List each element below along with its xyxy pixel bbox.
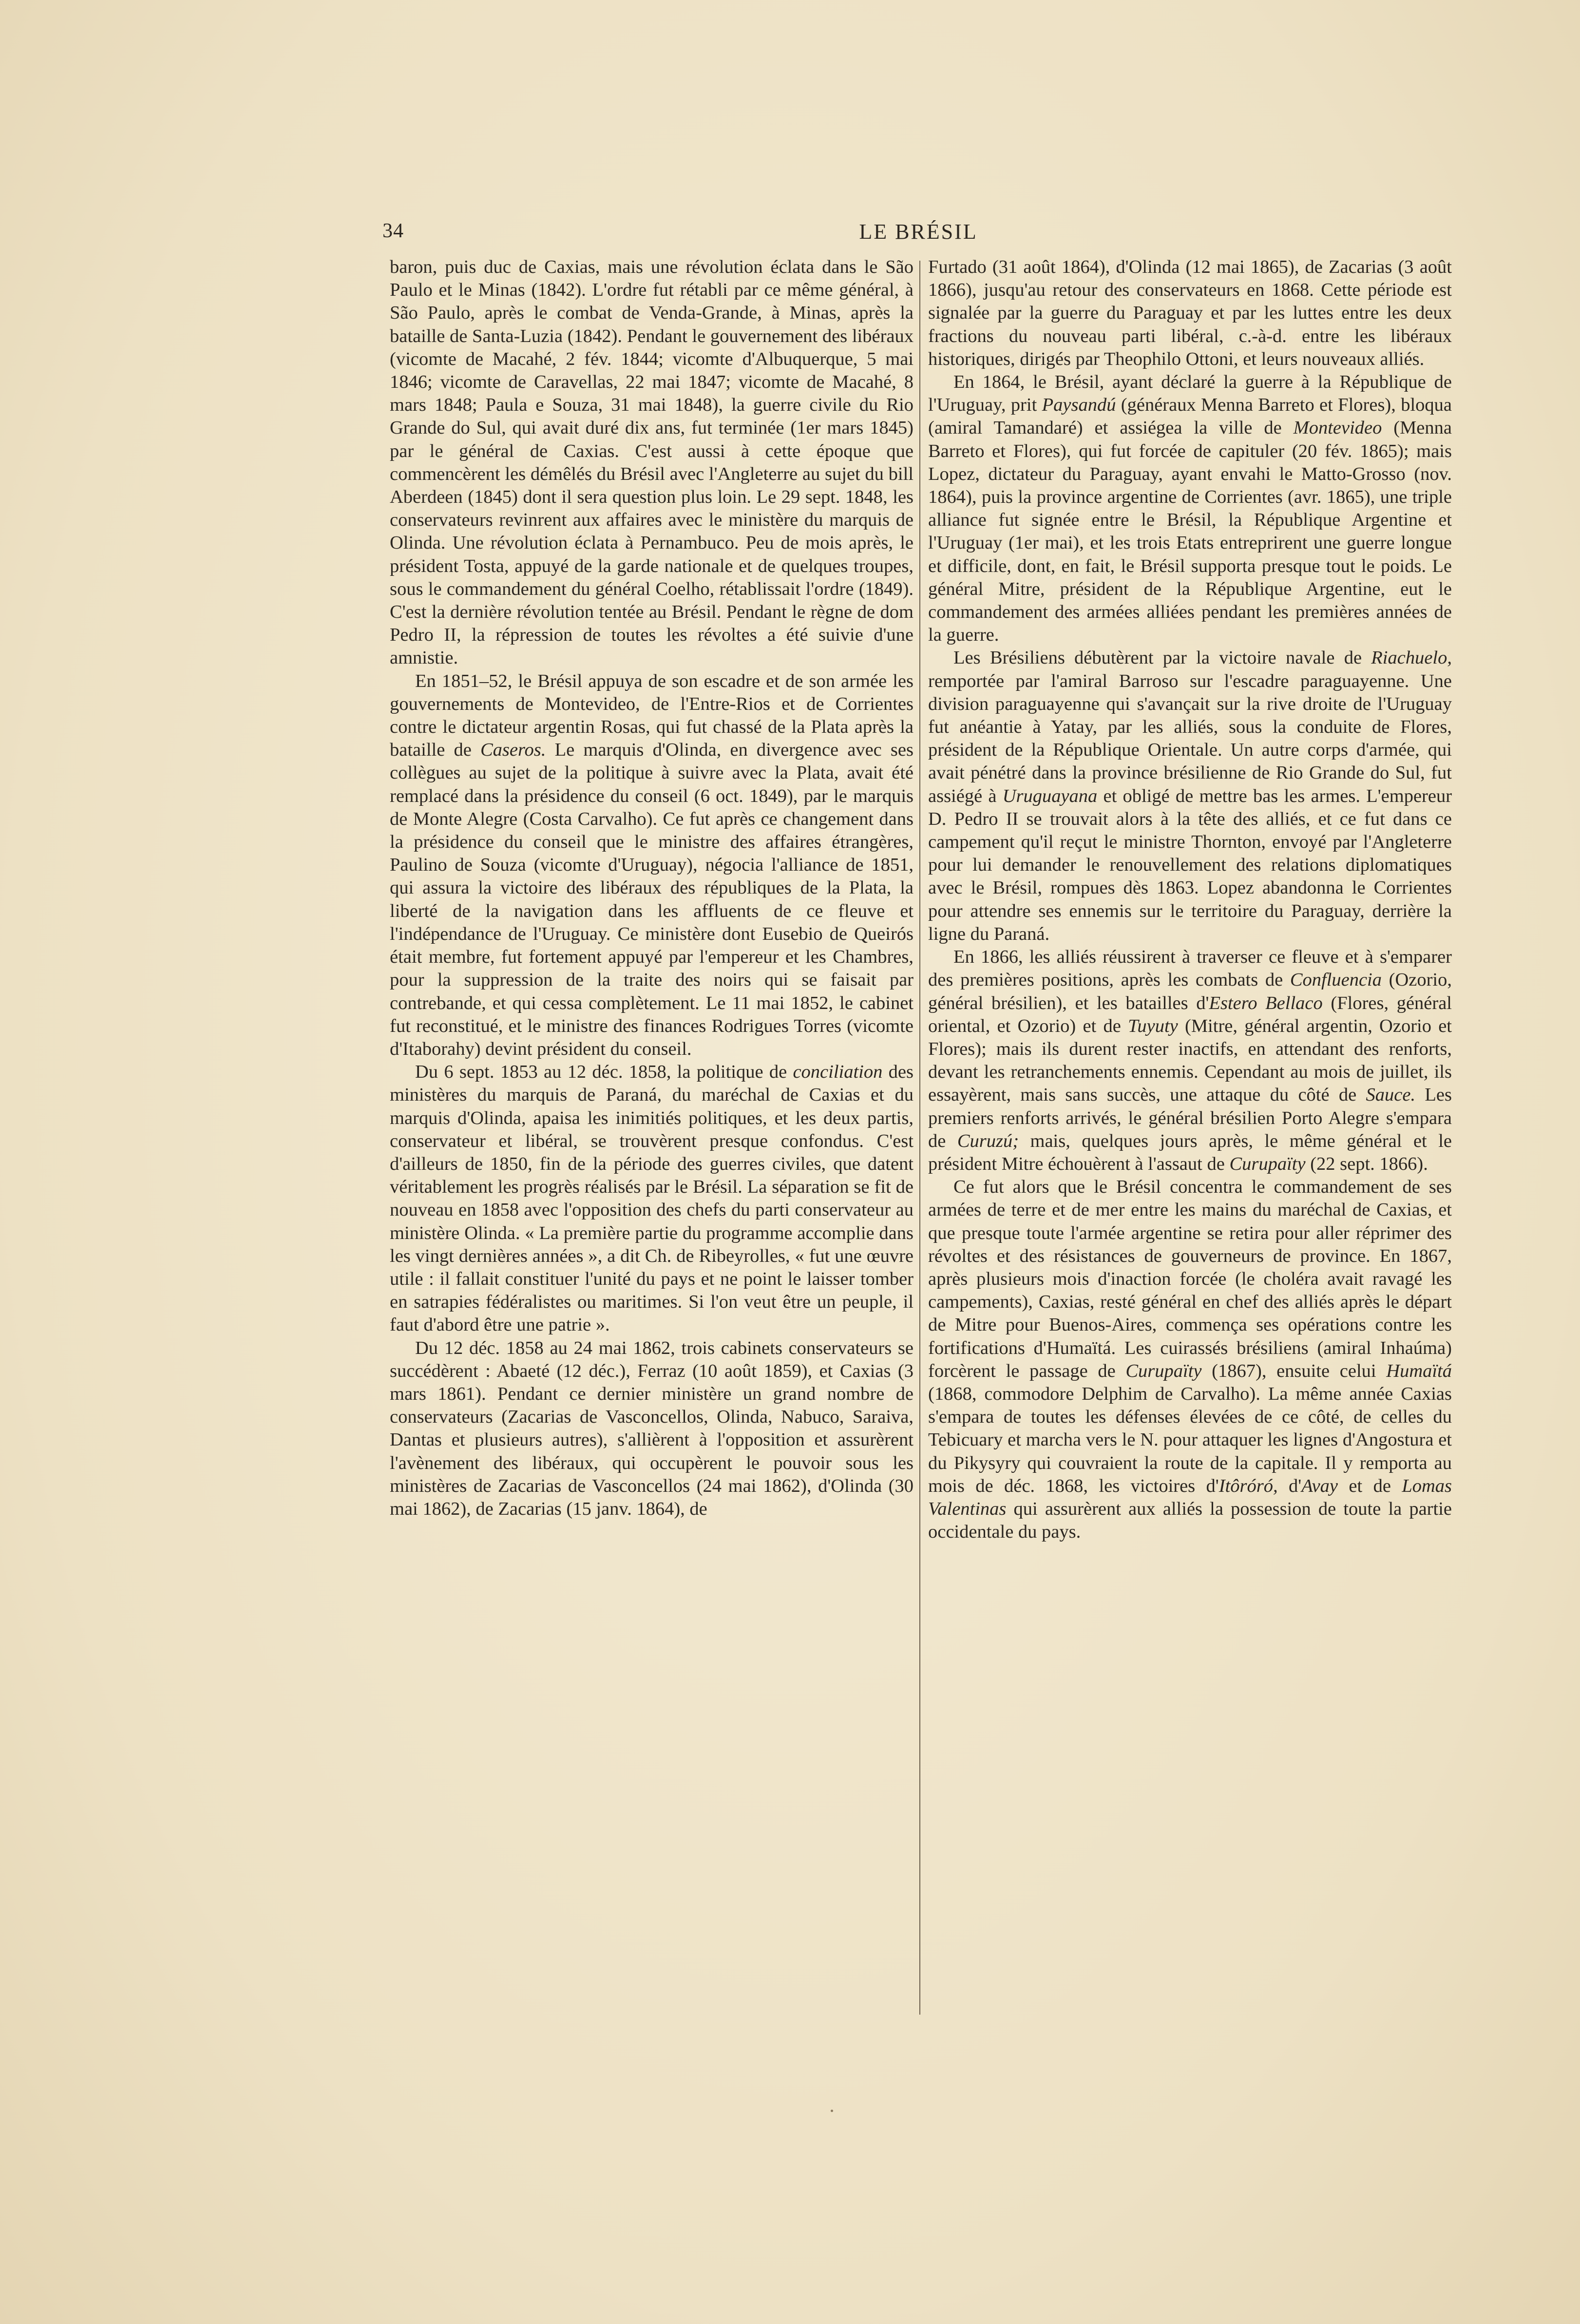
paragraph: Du 12 déc. 1858 au 24 mai 1862, trois cabinets conservateurs se succédèrent : Abaeté (12 déc.), Ferraz (10 août 1859), et Caxias (3 mars 1861). Pendant ce dernier ministère un grand nombre de conservateurs (Zacarias de Vasconcellos, Olinda, Nabuco, Saraiva, Dantas et plusieurs autres), s'allièrent à l'opposition et assurèrent l'avènement des libéraux, qui occupèrent le pouvoir sous les ministères de Zacarias de Vasconcellos (24 mai 1862), d'Olinda (30 mai 1862), de Zacarias (15 janv. 1864), de: [390, 1337, 914, 1519]
italic-place-name: Estero Bellaco: [1209, 992, 1323, 1013]
column-rule: [919, 261, 920, 2015]
italic-place-name: Curupaïty: [1125, 1360, 1202, 1381]
italic-place-name: Riachuelo,: [1371, 648, 1452, 668]
italic-place-name: Curuzú;: [957, 1130, 1019, 1151]
left-column: [390, 256, 914, 2068]
italic-term: conciliation: [793, 1062, 883, 1083]
italic-place-name: Confluencia: [1290, 970, 1382, 991]
page-header: [382, 219, 1454, 248]
italic-place-name: Uruguayana: [1002, 785, 1098, 806]
italic-place-name: Lomas Valentinas: [928, 1475, 1452, 1519]
italic-place-name: Itôróró,: [1218, 1475, 1278, 1496]
italic-place-name: Montevideo: [1293, 418, 1382, 438]
text-run: des ministères du marquis de Paraná, du maréchal de Caxias et du marquis d'Olinda, apaisa les inimitiés politiques, et les deux partis, conservateur et libéral, se trouvèrent presque confondus. C'est d'ailleurs de 1850, fin de la période des guerres civiles, que datent véritablement les progrès réalisés par le Brésil. La séparation se fit de nouveau en 1858 avec l'opposition des chefs du parti conservateur au ministère Olinda. « La première partie du programme accomplie dans les vingt dernières années », a dit Ch. de Ribeyrolles, « fut une œuvre utile : il fallait constituer l'unité du pays et ne point le laisser tomber en satrapies fédéralistes ou maritimes. Si l'on veut être un peuple, il faut d'abord être une patrie ».: [390, 1062, 914, 1335]
paragraph: [928, 647, 1452, 946]
text-run: Les premiers renforts arrivés, le général brésilien Porto Alegre s'empara de: [928, 1085, 1452, 1151]
text-run: qui assurèrent aux alliés la possession de toute la partie occidentale du pays.: [928, 1498, 1452, 1543]
italic-place-name: Humaïtá: [1386, 1360, 1452, 1381]
paragraph: Furtado (31 août 1864), d'Olinda (12 mai 1865), de Zacarias (3 août 1866), jusqu'au retour des conservateurs en 1868. Cette période est signalée par la guerre du Paraguay et par les luttes entre les deux fractions du nouveau parti libéral, c.-à-d. entre les libéraux historiques, dirigés par Theophilo Ottoni, et leurs nouveaux alliés.: [928, 257, 1452, 369]
italic-place-name: Curupaïty: [1229, 1153, 1306, 1174]
text-run: En 1864, le Brésil, ayant déclaré la guerre à la République de l'Uruguay, prit: [928, 372, 1452, 416]
text-run: (22 sept. 1866).: [1305, 1153, 1428, 1174]
text-run: En 1866, les alliés réussirent à traverser ce fleuve et à s'emparer des premières positions, après les combats de: [928, 947, 1452, 991]
italic-place-name: Sauce.: [1366, 1085, 1416, 1105]
paragraph: [928, 371, 1452, 647]
text-run: (1868, commodore Delphim de Carvalho). La même année Caxias s'empara de toutes les défenses élevées de ce côté, de celles du Tebicuary et marcha vers le N. pour attaquer les lignes d'Angostura et du Pikysyry qui couvraient la route de la capitale. Il y remporta au mois de déc. 1868, les victoires d': [928, 1383, 1452, 1496]
paper-speck: [831, 2110, 833, 2112]
text-run: En 1851–52, le Brésil appuya de son escadre et de son armée les gouvernements de Montevideo, de l'Entre-Rios et de Corrientes contre le dictateur argentin Rosas, qui fut chassé de la Plata après la bataille de: [390, 670, 914, 761]
paragraph: [390, 670, 914, 1061]
text-run: Le marquis d'Olinda, en divergence avec ses collègues au sujet de la politique à suivre avec la Plata, avait été remplacé dans la présidence du conseil (6 oct. 1849), par le marquis de Monte Alegre (Costa Carvalho). Ce fut après ce changement dans la présidence du conseil que le ministre des affaires étrangères, Paulino de Souza (vicomte d'Uruguay), négocia l'alliance de 1851, qui assura la victoire des libéraux des républiques de la Plata, la liberté de la navigation dans les affluents de ce fleuve et l'indépendance de l'Uruguay. Ce ministère dont Eusebio de Queirós était membre, fut fortement appuyé par l'empereur et les Chambres, pour la suppression de la traite des noirs qui se faisait par contrebande, et qui cessa complètement. Le 11 mai 1852, le cabinet fut reconstitué, et le ministre des finances Rodrigues Torres (vicomte d'Itaborahy) devint président du conseil.: [390, 740, 914, 1059]
paragraph: [390, 1061, 914, 1336]
text-run: (Menna Barreto et Flores), qui fut forcée de capituler (20 fév. 1865); mais Lopez, dictateur du Paraguay, ayant envahi le Matto-Grosso (nov. 1864), puis la province argentine de Corrientes (avr. 1865), une triple alliance fut signée entre le Brésil, la République Argentine et l'Uruguay (1er mai), et les trois Etats entreprirent une guerre longue et difficile, dont, en fait, le Brésil supporta presque tout le poids. Le général Mitre, président de la République Argentine, eut le commandement des armées alliées pendant les premières années de la guerre.: [928, 418, 1452, 646]
page-number: 34: [382, 220, 404, 242]
running-title: LE BRÉSIL: [859, 220, 978, 244]
text-run: mais, quelques jours après, le même général et le président Mitre échouèrent à l'assaut de: [928, 1130, 1452, 1174]
text-run: Les Brésiliens débutèrent par la victoire navale de: [953, 648, 1371, 668]
text-run: Ce fut alors que le Brésil concentra le commandement de ses armées de terre et de mer entre les mains du maréchal de Caxias, et que presque toute l'armée argentine se retira pour aller réprimer des révoltes et des résistances de gouverneurs de province. En 1867, après plusieurs mois d'inaction forcée (le choléra avait ravagé les campements), Caxias, resté général en chef des alliés après le départ de Mitre pour Buenos-Aires, commença ses opérations contre les fortifications d'Humaïtá. Les cuirassés brésiliens (amiral Inhaúma) forcèrent le passage de: [928, 1177, 1452, 1381]
italic-place-name: Paysandú: [1042, 395, 1116, 416]
text-run: (Mitre, général argentin, Ozorio et Flores); mais ils durent rester inactifs, en attendant des renforts, devant les retranchements ennemis. Cependant au mois de juillet, ils essayèrent, mais sans succès, une attaque du côté de: [928, 1015, 1452, 1105]
text-run: d': [1277, 1475, 1302, 1496]
italic-place-name: Caseros.: [480, 740, 546, 761]
paragraph: [928, 1176, 1452, 1543]
right-column: [928, 256, 1452, 2068]
text-run: et de: [1338, 1475, 1402, 1496]
paragraph: baron, puis duc de Caxias, mais une révolution éclata dans le São Paulo et le Minas (1842). L'ordre fut rétabli par ce même général, à São Paulo, après le combat de Venda-Grande, à Minas, après la bataille de Santa-Luzia (1842). Pendant le gouvernement des libéraux (vicomte de Macahé, 2 fév. 1844; vicomte d'Albuquerque, 5 mai 1846; vicomte de Caravellas, 22 mai 1847; vicomte de Macahé, 8 mars 1848; Paula e Souza, 31 mai 1848), la guerre civile du Rio Grande do Sul, qui avait duré dix ans, fut terminée (1er mars 1845) par le général de Caxias. C'est aussi à cette époque que commencèrent les démêlés du Brésil avec l'Angleterre au sujet du bill Aberdeen (1845) dont il sera question plus loin. Le 29 sept. 1848, les conservateurs revinrent aux affaires avec le ministère du marquis de Olinda. Une révolution éclata à Pernambuco. Peu de mois après, le président Tosta, appuyé de la garde nationale et de quelques troupes, sous le commandement du général Coelho, rétablissait l'ordre (1849). C'est la dernière révolution tentée au Brésil. Pendant le règne de dom Pedro II, la répression de toutes les révoltes a été suivie d'une amnistie.: [390, 257, 914, 668]
italic-place-name: Tuyuty: [1128, 1015, 1178, 1036]
text-run: (généraux Menna Barreto et Flores), bloqua (amiral Tamandaré) et assiégea la ville de: [928, 395, 1452, 438]
italic-place-name: Avay: [1301, 1475, 1338, 1496]
text-run: remportée par l'amiral Barroso sur l'escadre paraguayenne. Une division paraguayenne qui s'avançait sur la rive droite de l'Uruguay fut anéantie à Yatay, par les alliés, sous la conduite de Flores, président de la République Orientale. Un autre corps d'armée, qui avait pénétré dans la province brésilienne de Rio Grande do Sul, fut assiégé à: [928, 670, 1452, 806]
text-run: et obligé de mettre bas les armes. L'empereur D. Pedro II se trouvait alors à la tête des alliés, et ce fut dans ce campement qu'il reçut le ministre Thornton, envoyé par l'Angleterre pour lui demander le renouvellement des relations diplomatiques avec le Brésil, rompues dès 1863. Lopez abandonna le Corrientes pour attendre ses ennemis sur le territoire du Paraguay, derrière la ligne du Paraná.: [928, 785, 1452, 944]
text-run: (Flores, général oriental, et Ozorio) et de: [928, 992, 1452, 1036]
paragraph: [928, 946, 1452, 1176]
text-run: (1867), ensuite celui: [1201, 1360, 1387, 1381]
text-run: Du 6 sept. 1853 au 12 déc. 1858, la politique de: [415, 1062, 793, 1083]
text-run: (Ozorio, général brésilien), et les batailles d': [928, 970, 1452, 1013]
